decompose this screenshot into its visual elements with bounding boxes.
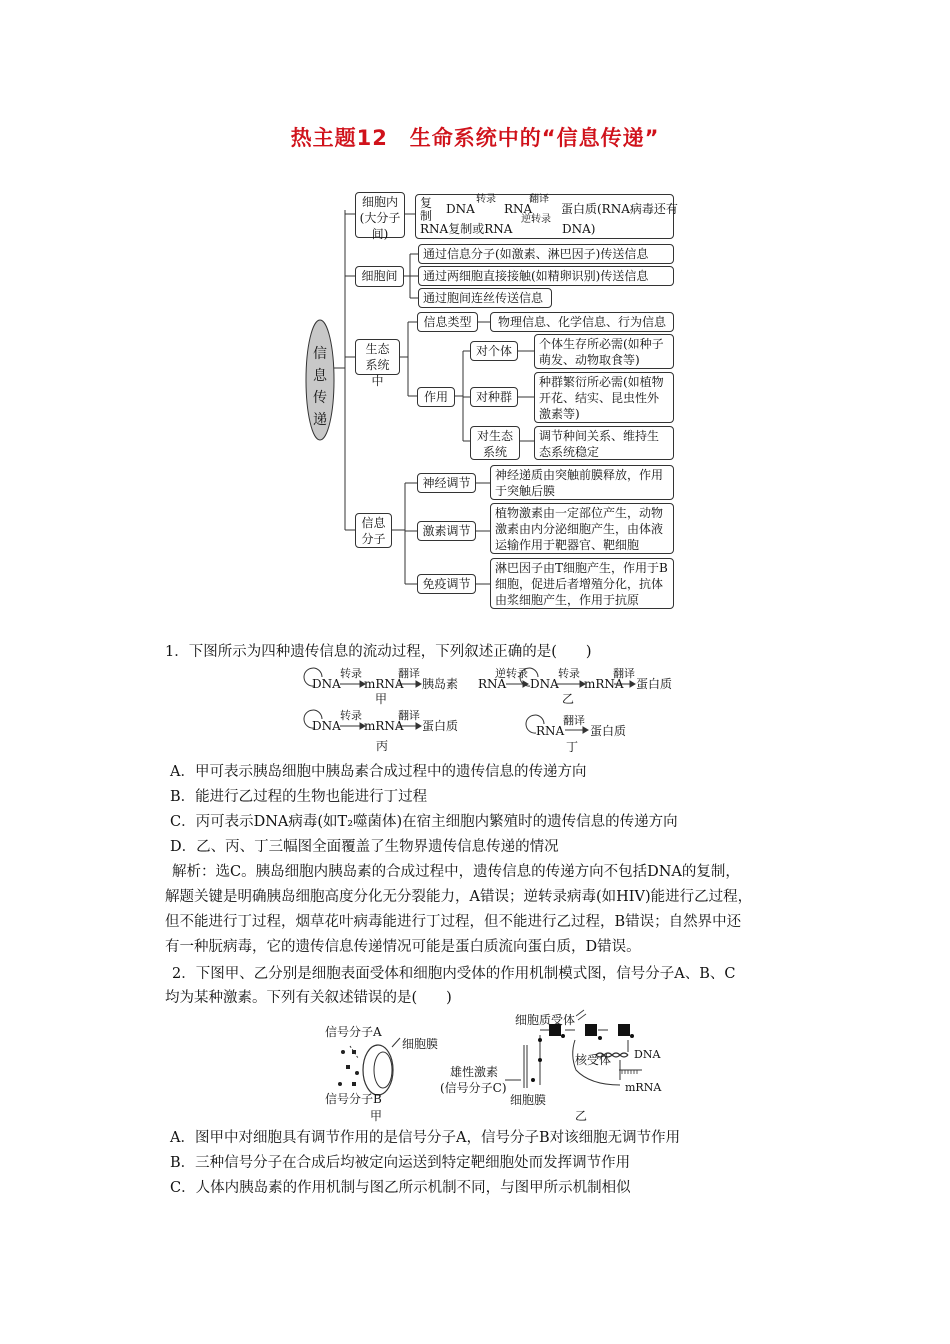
branch-signal-molecule: 信息分子 [355,513,392,548]
info-type-value: 物理信息、化学信息、行为信息 [490,312,674,332]
jia-insulin: 胰岛素 [422,677,459,691]
jia-transcription: 转录 [340,667,362,680]
ding-translation: 翻译 [563,714,585,727]
figure-jia-label: 甲 [370,1109,383,1123]
reg-neural: 神经调节 [417,473,476,493]
membrane-label-jia: 细胞膜 [402,1037,439,1051]
page-title: 热主题12 生命系统中的“信息传递” [290,126,660,150]
q2-option-a: A．图甲中对细胞具有调节作用的是信号分子A，信号分子B对该细胞无调节作用 [170,1130,681,1146]
male-hormone-label: 雄性激素 [450,1065,499,1079]
yi-mrna: mRNA [584,677,624,691]
q1-stem: 1．下图所示为四种遗传信息的流动过程，下列叙述正确的是( ) [165,644,592,660]
ding-protein: 蛋白质 [590,724,627,738]
q1-option-b: B．能进行乙过程的生物也能进行丁过程 [170,789,428,805]
bing-label: 丙 [376,739,389,753]
q2-option-b: B．三种信号分子在合成后均被定向运送到特定靶细胞处而发挥调节作用 [170,1155,631,1171]
replication-label: 复制 [420,196,433,223]
rna-replication-text: RNA复制或RNA [420,222,513,236]
jia-mrna: mRNA [364,677,404,691]
q2-stem-line-2: 均为某种激素。下列有关叙述错误的是( ) [165,990,452,1006]
protein-text: 蛋白质(RNA病毒还有 [561,202,678,216]
ding-label: 丁 [566,740,579,754]
rna-label: RNA [504,202,533,216]
dna-label: DNA [446,202,475,216]
bing-protein: 蛋白质 [422,719,459,733]
role-individual: 对个体 [470,341,518,361]
reg-hormone-desc: 植物激素由一定部位产生，动物激素由内分泌细胞产生，由体液运输作用于靶器官、靶细胞 [490,503,674,554]
transcription-label: 转录 [476,194,496,205]
intercellular-item-1: 通过信息分子(如激素、淋巴因子)传送信息 [418,244,674,264]
q2-stem-line-1: 2．下图甲、乙分别是细胞表面受体和细胞内受体的作用机制模式图，信号分子A、B、C [172,966,736,982]
yi-rna: RNA [478,677,507,691]
mrna-label-yi: mRNA [625,1081,662,1094]
q1-analysis-line-4: 有一种朊病毒，它的遗传信息传递情况可能是蛋白质流向蛋白质，D错误。 [165,939,641,955]
membrane-label-yi: 细胞膜 [510,1093,547,1107]
q1-analysis-line-1: 解析：选C。胰岛细胞内胰岛素的合成过程中，遗传信息的传递方向不包括DNA的复制， [172,864,740,880]
signal-b-label: 信号分子B [325,1092,382,1106]
q1-option-d: D．乙、丙、丁三幅图全面覆盖了生物界遗传信息传递的情况 [170,839,559,855]
bing-translation: 翻译 [398,709,420,722]
reg-hormone: 激素调节 [417,521,476,541]
reg-immune: 免疫调节 [417,574,476,594]
yi-label: 乙 [562,692,575,706]
intercellular-item-3: 通过胞间连丝传送信息 [418,288,552,308]
jia-translation: 翻译 [398,667,420,680]
ding-rna: RNA [536,724,565,738]
role-population: 对种群 [470,387,518,407]
yi-translation: 翻译 [613,667,635,680]
branch-ecosystem: 生态系统中 [355,339,400,375]
bing-transcription: 转录 [340,709,362,722]
yi-reverse: 逆转录 [495,667,528,680]
yi-dna: DNA [530,677,559,691]
bing-dna: DNA [312,719,341,733]
role-individual-desc: 个体生存所必需(如种子萌发、动物取食等) [534,334,674,369]
q1-analysis-line-3: 但不能进行丁过程，烟草花叶病毒能进行丁过程，但不能进行乙过程，B错误；自然界中还 [165,914,742,930]
signal-c-label: (信号分子C) [440,1081,507,1095]
cyto-receptor-label: 细胞质受体 [515,1013,576,1027]
reverse-transcription-label: 逆转录 [521,214,551,225]
role-population-desc: 种群繁衍所必需(如植物开花、结实、昆虫性外激素等) [534,372,674,423]
branch-intercellular: 细胞间 [355,266,404,287]
dna-end-text: DNA) [562,222,596,236]
role-label: 作用 [417,387,455,407]
bing-mrna: mRNA [364,719,404,733]
jia-label: 甲 [375,692,388,706]
reg-immune-desc: 淋巴因子由T细胞产生，作用于B细胞，促进后者增殖分化，抗体由浆细胞产生，作用于抗原 [490,558,674,609]
jia-dna: DNA [312,677,341,691]
q1-option-a: A．甲可表示胰岛细胞中胰岛素合成过程中的遗传信息的传递方向 [170,764,587,780]
branch-cell-internal: 细胞内(大分子间) [355,192,405,238]
figure-yi-label: 乙 [575,1109,588,1123]
intercellular-item-2: 通过两细胞直接接触(如精卵识别)传送信息 [418,266,674,286]
yi-transcription: 转录 [558,667,580,680]
q1-option-c: C．丙可表示DNA病毒(如T₂噬菌体)在宿主细胞内繁殖时的遗传信息的传递方向 [170,814,678,830]
signal-a-label: 信号分子A [325,1025,382,1039]
q2-option-c: C．人体内胰岛素的作用机制与图乙所示机制不同，与图甲所示机制相似 [170,1180,631,1196]
role-ecosystem: 对生态系统 [470,426,520,460]
nuclear-receptor-label: 核受体 [575,1053,612,1067]
dna-label-yi: DNA [634,1048,661,1061]
reg-neural-desc: 神经递质由突触前膜释放，作用于突触后膜 [490,465,674,500]
info-type-label: 信息类型 [417,312,478,332]
translation-label: 翻译 [529,194,549,205]
q1-analysis-line-2: 解题关键是明确胰岛细胞高度分化无分裂能力，A错误；逆转录病毒(如HIV)能进行乙过程， [165,889,753,905]
yi-protein: 蛋白质 [636,677,673,691]
role-ecosystem-desc: 调节种间关系、维持生态系统稳定 [534,426,674,460]
root-label: 信息传递 [313,346,327,428]
